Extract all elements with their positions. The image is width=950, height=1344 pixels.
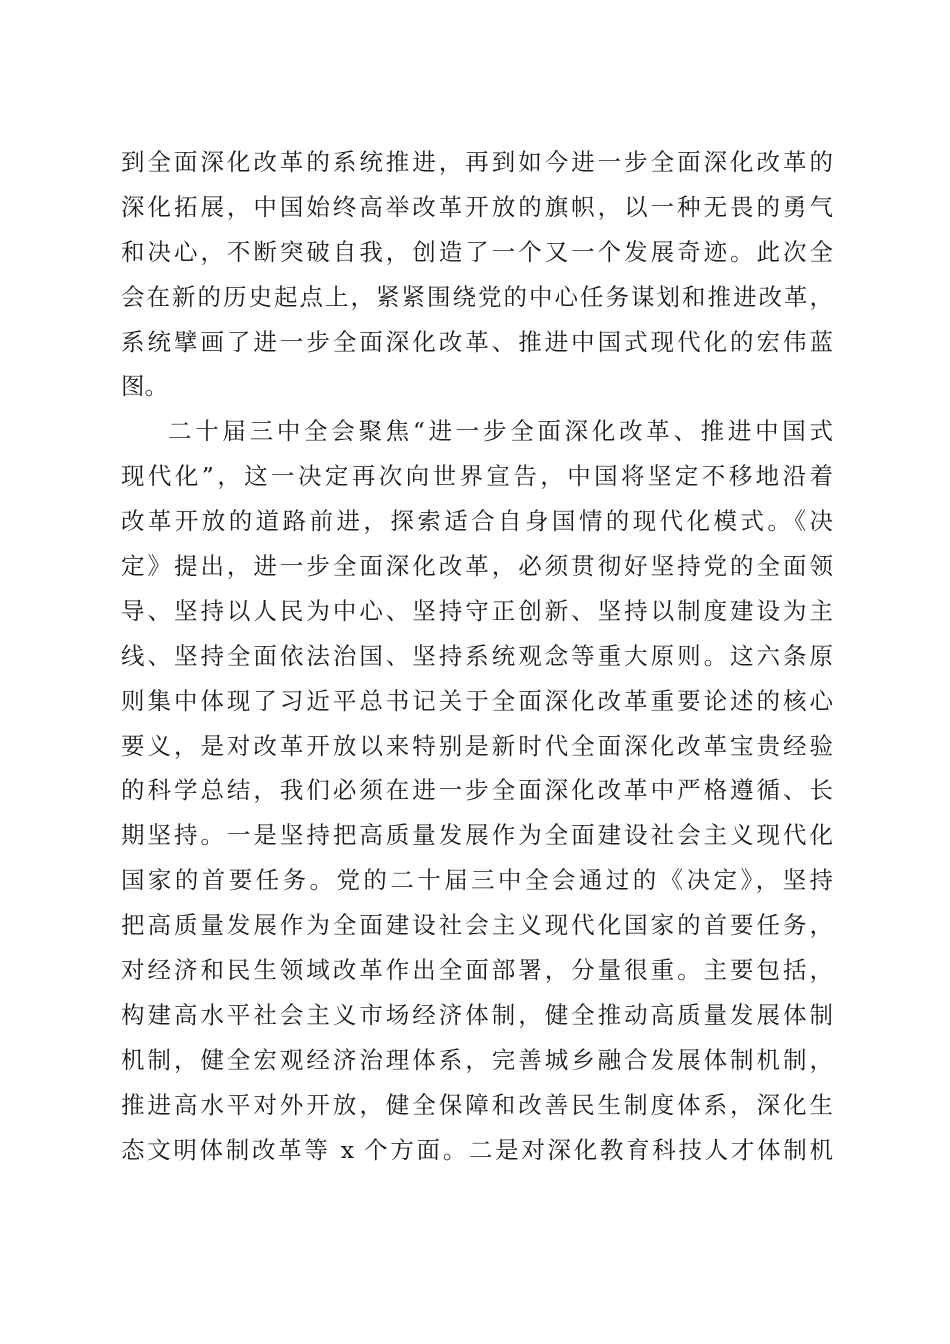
text-line: 定》提出，进一步全面深化改革，必须贯彻好坚持党的全面领 bbox=[121, 552, 833, 581]
text-line: 现代化”，这一决定再次向世界宣告，中国将坚定不移地沿着 bbox=[121, 462, 833, 491]
text-line: 线、坚持全面依法治国、坚持系统观念等重大原则。这六条原 bbox=[121, 641, 833, 670]
text-line: 会在新的历史起点上，紧紧围绕党的中心任务谋划和推进改革， bbox=[121, 282, 833, 311]
paragraph-2 bbox=[121, 409, 833, 1172]
text-line: 期坚持。一是坚持把高质量发展作为全面建设社会主义现代化 bbox=[121, 821, 833, 850]
text-line: 构建高水平社会主义市场经济体制，健全推动高质量发展体制 bbox=[121, 1000, 833, 1029]
text-line: 图。 bbox=[121, 372, 168, 401]
text-line: 深化拓展，中国始终高举改革开放的旗帜，以一种无畏的勇气 bbox=[121, 192, 833, 221]
text-line: 的科学总结，我们必须在进一步全面深化改革中严格遵循、长 bbox=[121, 776, 833, 805]
text-line: 要义，是对改革开放以来特别是新时代全面深化改革宝贵经验 bbox=[121, 731, 833, 760]
text-line: 国家的首要任务。党的二十届三中全会通过的《决定》，坚持 bbox=[121, 866, 833, 895]
text-line: 和决心，不断突破自我，创造了一个又一个发展奇迹。此次全 bbox=[121, 237, 833, 266]
paragraph-1 bbox=[121, 140, 833, 409]
text-line: 把高质量发展作为全面建设社会主义现代化国家的首要任务， bbox=[121, 911, 833, 940]
text-line: 态文明体制改革等 x 个方面。二是对深化教育科技人才体制机 bbox=[121, 1135, 833, 1164]
body-text bbox=[121, 140, 833, 1172]
text-line: 对经济和民生领域改革作出全面部署，分量很重。主要包括， bbox=[121, 956, 833, 985]
text-line: 改革开放的道路前进，探索适合自身国情的现代化模式。《决 bbox=[121, 507, 833, 536]
text-line: 二十届三中全会聚焦“进一步全面深化改革、推进中国式 bbox=[168, 417, 833, 446]
text-line: 系统擘画了进一步全面深化改革、推进中国式现代化的宏伟蓝 bbox=[121, 327, 833, 356]
text-line: 推进高水平对外开放，健全保障和改善民生制度体系，深化生 bbox=[121, 1090, 833, 1119]
text-line: 则集中体现了习近平总书记关于全面深化改革重要论述的核心 bbox=[121, 686, 833, 715]
text-line: 机制，健全宏观经济治理体系，完善城乡融合发展体制机制， bbox=[121, 1045, 833, 1074]
text-line: 到全面深化改革的系统推进，再到如今进一步全面深化改革的 bbox=[121, 148, 833, 176]
text-line: 导、坚持以人民为中心、坚持守正创新、坚持以制度建设为主 bbox=[121, 596, 833, 625]
